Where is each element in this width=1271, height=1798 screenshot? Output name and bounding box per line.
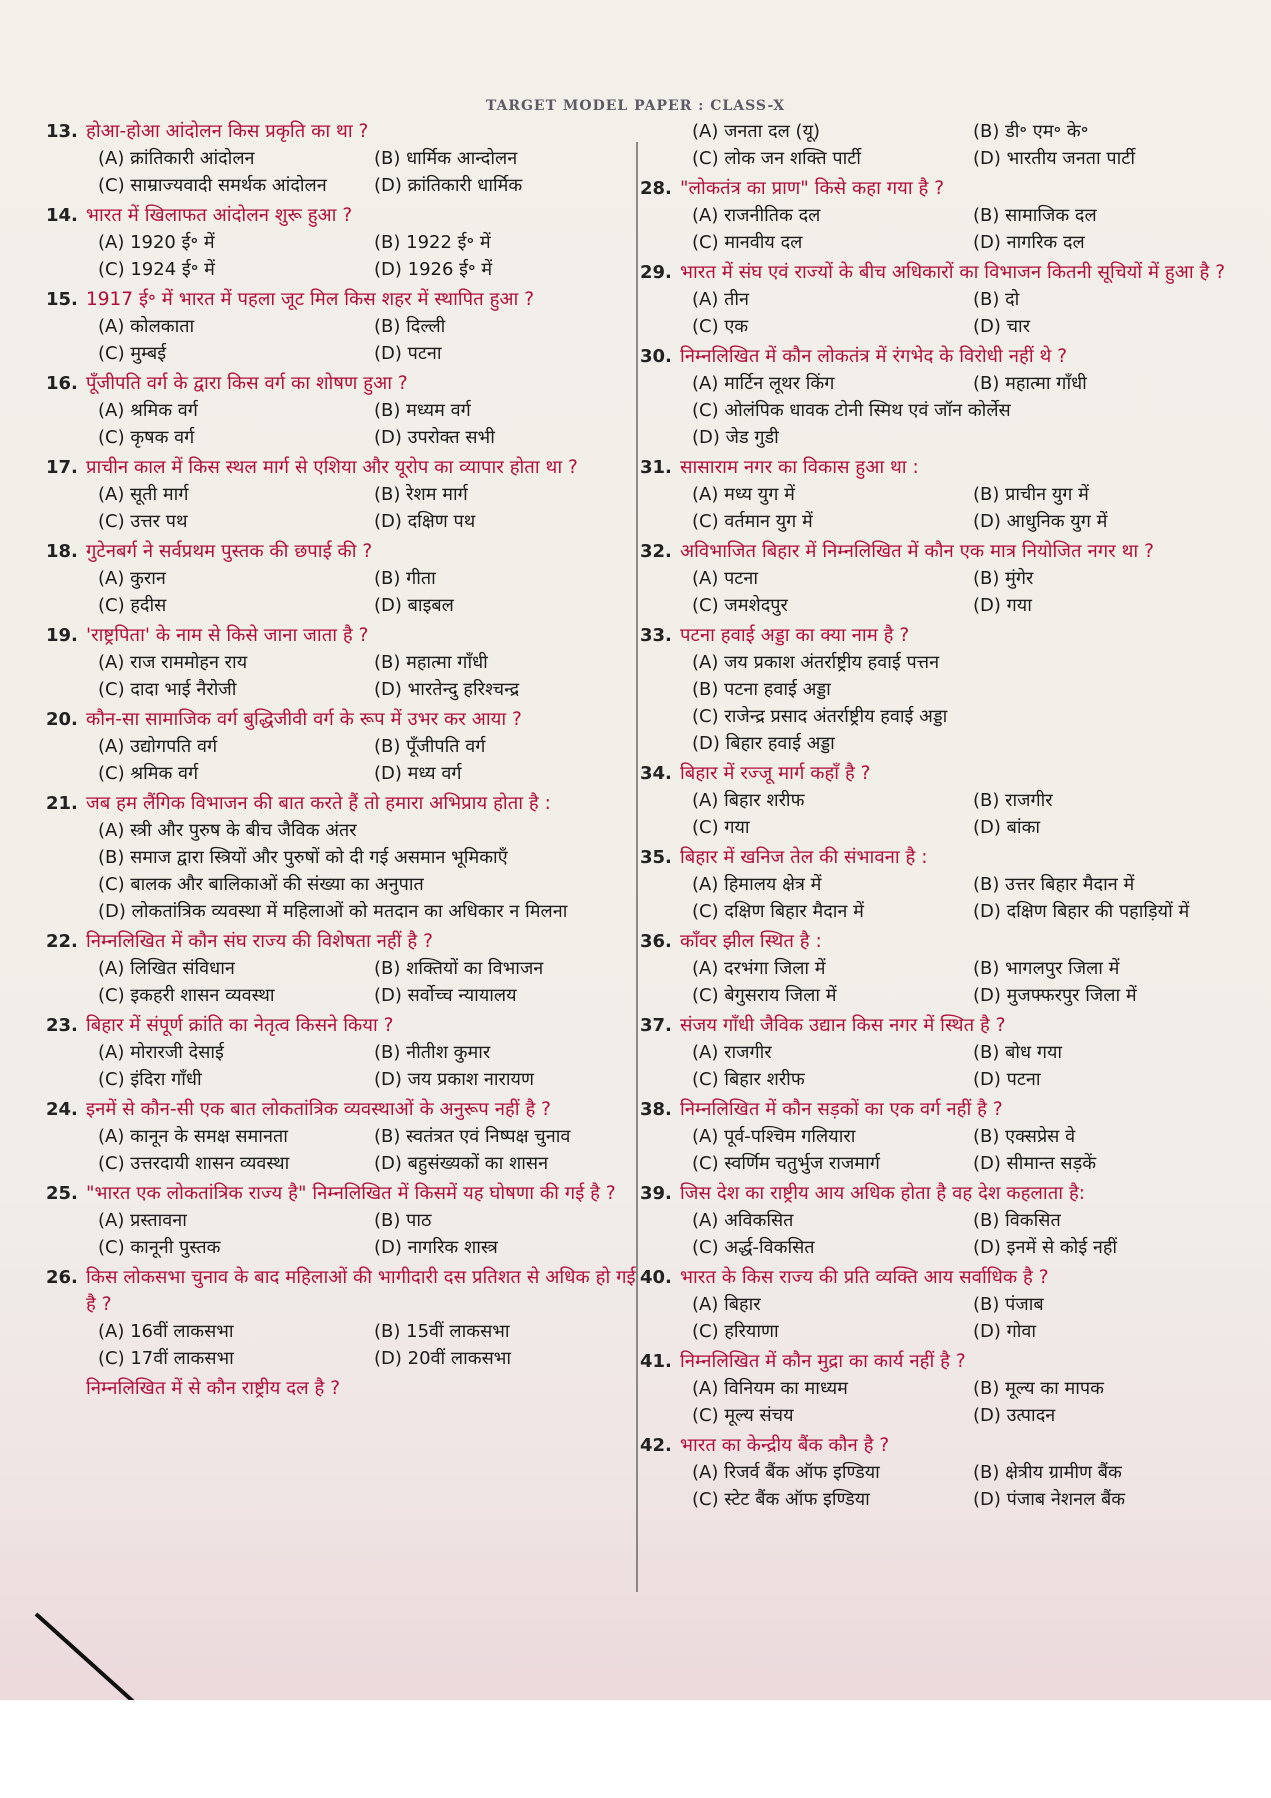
question-number: 31. bbox=[640, 457, 672, 478]
question-block bbox=[46, 790, 636, 925]
question-text: पूँजीपति वर्ग के द्वारा किस वर्ग का शोषण हुआ ? bbox=[86, 373, 408, 394]
question-line bbox=[640, 1180, 1240, 1207]
option: (C) 17वीं लाकसभा bbox=[98, 1348, 234, 1369]
question-number: 19. bbox=[46, 625, 78, 646]
question-line bbox=[46, 454, 636, 481]
question-text: 1917 ई॰ में भारत में पहला जूट मिल किस शहर में स्थापित हुआ ? bbox=[86, 289, 535, 310]
options-grid bbox=[98, 1123, 636, 1177]
question-text: सासाराम नगर का विकास हुआ था : bbox=[680, 457, 919, 478]
option: (C) कानूनी पुस्तक bbox=[98, 1237, 221, 1258]
option: (C) मानवीय दल bbox=[692, 232, 803, 253]
question-number: 32. bbox=[640, 541, 672, 562]
question-line bbox=[46, 118, 636, 145]
option: (A) लिखित संविधान bbox=[98, 958, 235, 979]
option: (A) 16वीं लाकसभा bbox=[98, 1321, 234, 1342]
option: (D) क्रांतिकारी धार्मिक bbox=[374, 175, 523, 196]
option: (D) 1926 ई॰ में bbox=[374, 259, 493, 280]
option: (B) प्राचीन युग में bbox=[973, 484, 1089, 505]
option: (A) बिहार शरीफ bbox=[692, 790, 805, 811]
question-text: जब हम लैंगिक विभाजन की बात करते हैं तो हमारा अभिप्राय होता है : bbox=[86, 793, 551, 814]
option: (D) पटना bbox=[973, 1069, 1041, 1090]
options-grid bbox=[98, 955, 636, 1009]
question-number bbox=[46, 1375, 86, 1402]
question-text: बिहार में खनिज तेल की संभावना है : bbox=[680, 847, 928, 868]
option: (D) पंजाब नेशनल बैंक bbox=[973, 1489, 1126, 1510]
question-line bbox=[640, 1348, 1240, 1375]
option: (D) भारतेन्दु हरिश्चन्द्र bbox=[374, 679, 520, 700]
option: (A) तीन bbox=[692, 289, 749, 310]
question-text: इनमें से कौन-सी एक बात लोकतांत्रिक व्यवस्थाओं के अनुरूप नहीं है ? bbox=[86, 1099, 551, 1120]
options-grid bbox=[692, 1375, 1240, 1429]
question-line bbox=[46, 1096, 636, 1123]
option: (C) ओलंपिक धावक टोनी स्मिथ एवं जॉन कोर्लेस bbox=[692, 400, 1011, 421]
options-grid bbox=[692, 370, 1240, 451]
option: (A) हिमालय क्षेत्र में bbox=[692, 874, 822, 895]
question-text: भारत का केन्द्रीय बैंक कौन है ? bbox=[680, 1435, 890, 1456]
left-column bbox=[46, 118, 636, 1405]
option: (C) बालक और बालिकाओं की संख्या का अनुपात bbox=[98, 874, 424, 895]
option: (D) बहुसंख्यकों का शासन bbox=[374, 1153, 549, 1174]
question-line bbox=[640, 760, 1240, 787]
option: (C) इकहरी शासन व्यवस्था bbox=[98, 985, 275, 1006]
option: (A) राज राममोहन राय bbox=[98, 652, 248, 673]
options-grid bbox=[98, 481, 636, 535]
question-line bbox=[46, 790, 636, 817]
option: (B) एक्सप्रेस वे bbox=[973, 1126, 1076, 1147]
question-number: 38. bbox=[640, 1099, 672, 1120]
question-text: भारत में संघ एवं राज्यों के बीच अधिकारों का विभाजन कितनी सूचियों में हुआ है ? bbox=[680, 262, 1226, 283]
options-grid bbox=[692, 1207, 1240, 1261]
question-line bbox=[640, 175, 1240, 202]
options-grid bbox=[692, 565, 1240, 619]
question-text: निम्नलिखित में कौन लोकतंत्र में रंगभेद के विरोधी नहीं थे ? bbox=[680, 346, 1068, 367]
option: (B) धार्मिक आन्दोलन bbox=[374, 148, 518, 169]
options-grid bbox=[98, 733, 636, 787]
question-block bbox=[640, 844, 1240, 925]
question-number: 21. bbox=[46, 793, 78, 814]
option: (B) महात्मा गाँधी bbox=[374, 652, 488, 673]
option: (C) श्रमिक वर्ग bbox=[98, 763, 199, 784]
option: (B) रेशम मार्ग bbox=[374, 484, 468, 505]
options-grid bbox=[98, 1207, 636, 1261]
option: (A) पटना bbox=[692, 568, 759, 589]
question-number: 24. bbox=[46, 1099, 78, 1120]
options-grid bbox=[692, 481, 1240, 535]
question-block bbox=[640, 1180, 1240, 1261]
question-text: पटना हवाई अड्डा का क्या नाम है ? bbox=[680, 625, 910, 646]
option: (B) भागलपुर जिला में bbox=[973, 958, 1120, 979]
option: (C) स्वर्णिम चतुर्भुज राजमार्ग bbox=[692, 1153, 880, 1174]
question-line bbox=[46, 286, 636, 313]
question-block bbox=[640, 760, 1240, 841]
question-number: 41. bbox=[640, 1351, 672, 1372]
question-line bbox=[46, 928, 636, 955]
question-line bbox=[46, 706, 636, 733]
options-grid bbox=[692, 649, 1240, 757]
option: (B) पूँजीपति वर्ग bbox=[374, 736, 486, 757]
question-number: 26. bbox=[46, 1267, 78, 1288]
option: (B) मध्यम वर्ग bbox=[374, 400, 471, 421]
option: (D) बाइबल bbox=[374, 595, 454, 616]
question-block bbox=[640, 1264, 1240, 1345]
question-line bbox=[46, 538, 636, 565]
question-text: बिहार में रज्जू मार्ग कहाँ है ? bbox=[680, 763, 871, 784]
option: (D) नागरिक दल bbox=[973, 232, 1085, 253]
question-block-partial bbox=[46, 1375, 636, 1402]
question-text: भारत के किस राज्य की प्रति व्यक्ति आय सर्वाधिक है ? bbox=[680, 1267, 1049, 1288]
options-grid bbox=[98, 1039, 636, 1093]
question-number: 40. bbox=[640, 1267, 672, 1288]
option: (D) सर्वोच्च न्यायालय bbox=[374, 985, 517, 1006]
pen-stroke-mark bbox=[35, 1613, 142, 1700]
question-number: 15. bbox=[46, 289, 78, 310]
option: (D) सीमान्त सड़कें bbox=[973, 1153, 1097, 1174]
options-grid bbox=[98, 145, 636, 199]
option: (C) उत्तरदायी शासन व्यवस्था bbox=[98, 1153, 290, 1174]
option: (D) लोकतांत्रिक व्यवस्था में महिलाओं को मतदान का अधिकार न मिलना bbox=[98, 901, 568, 922]
options-grid bbox=[692, 787, 1240, 841]
option: (C) कृषक वर्ग bbox=[98, 427, 195, 448]
question-text: "लोकतंत्र का प्राण" किसे कहा गया है ? bbox=[680, 178, 945, 199]
question-text: संजय गाँधी जैविक उद्यान किस नगर में स्थित है ? bbox=[680, 1015, 1006, 1036]
option: (C) राजेन्द्र प्रसाद अंतर्राष्ट्रीय हवाई अड्डा bbox=[692, 706, 948, 727]
options-grid bbox=[98, 1318, 636, 1372]
option: (D) बिहार हवाई अड्डा bbox=[692, 733, 835, 754]
option: (A) मोरारजी देसाई bbox=[98, 1042, 224, 1063]
option: (B) पंजाब bbox=[973, 1294, 1044, 1315]
question-line bbox=[46, 1264, 636, 1318]
question-number: 18. bbox=[46, 541, 78, 562]
option: (A) अविकसित bbox=[692, 1210, 794, 1231]
question-number: 14. bbox=[46, 205, 78, 226]
option: (B) राजगीर bbox=[973, 790, 1053, 811]
option: (A) रिजर्व बैंक ऑफ इण्डिया bbox=[692, 1462, 880, 1483]
option: (C) हदीस bbox=[98, 595, 167, 616]
option: (D) इनमें से कोई नहीं bbox=[973, 1237, 1118, 1258]
question-text: होआ-होआ आंदोलन किस प्रकृति का था ? bbox=[86, 121, 369, 142]
question-number: 35. bbox=[640, 847, 672, 868]
question-number: 30. bbox=[640, 346, 672, 367]
question-line bbox=[640, 454, 1240, 481]
option: (C) अर्द्ध-विकसित bbox=[692, 1237, 815, 1258]
question-line bbox=[46, 1375, 636, 1402]
question-text: जिस देश का राष्ट्रीय आय अधिक होता है वह देश कहलाता है: bbox=[680, 1183, 1085, 1204]
option: (A) प्रस्तावना bbox=[98, 1210, 187, 1231]
option: (C) मुम्बई bbox=[98, 343, 167, 364]
option: (B) सामाजिक दल bbox=[973, 205, 1097, 226]
question-line bbox=[46, 370, 636, 397]
question-text: भारत में खिलाफत आंदोलन शुरू हुआ ? bbox=[86, 205, 353, 226]
option: (A) कुरान bbox=[98, 568, 166, 589]
q27-options-continued bbox=[692, 118, 1240, 172]
question-block bbox=[640, 343, 1240, 451]
question-line bbox=[46, 622, 636, 649]
question-block bbox=[640, 259, 1240, 340]
question-block bbox=[640, 1432, 1240, 1513]
option: (C) दक्षिण बिहार मैदान में bbox=[692, 901, 864, 922]
right-column bbox=[640, 118, 1240, 1516]
option: (B) 15वीं लाकसभा bbox=[374, 1321, 510, 1342]
option: (A) राजगीर bbox=[692, 1042, 772, 1063]
options-grid bbox=[98, 313, 636, 367]
option: (D) दक्षिण पथ bbox=[374, 511, 476, 532]
question-text: कौन-सा सामाजिक वर्ग बुद्धिजीवी वर्ग के रूप में उभर कर आया ? bbox=[86, 709, 522, 730]
option: (B) विकसित bbox=[973, 1210, 1061, 1231]
option: (D) पटना bbox=[374, 343, 442, 364]
question-block bbox=[46, 706, 636, 787]
option: (A) जनता दल (यू) bbox=[692, 121, 821, 142]
question-number: 22. bbox=[46, 931, 78, 952]
options-grid bbox=[98, 397, 636, 451]
option: (C) हरियाणा bbox=[692, 1321, 779, 1342]
option: (B) मुंगेर bbox=[973, 568, 1034, 589]
question-line bbox=[640, 928, 1240, 955]
question-block bbox=[46, 1180, 636, 1261]
question-number: 33. bbox=[640, 625, 672, 646]
question-text: निम्नलिखित में कौन संघ राज्य की विशेषता नहीं है ? bbox=[86, 931, 433, 952]
question-block bbox=[640, 928, 1240, 1009]
question-text: निम्नलिखित में कौन सड़कों का एक वर्ग नहीं है ? bbox=[680, 1099, 1003, 1120]
question-number: 39. bbox=[640, 1183, 672, 1204]
option: (A) पूर्व-पश्चिम गलियारा bbox=[692, 1126, 856, 1147]
option: (A) कोलकाता bbox=[98, 316, 195, 337]
question-line bbox=[640, 343, 1240, 370]
question-line bbox=[640, 1012, 1240, 1039]
option: (C) गया bbox=[692, 817, 750, 838]
question-text: अविभाजित बिहार में निम्नलिखित में कौन एक मात्र नियोजित नगर था ? bbox=[680, 541, 1154, 562]
question-number: 13. bbox=[46, 121, 78, 142]
option: (C) लोक जन शक्ति पार्टी bbox=[692, 148, 861, 169]
question-line bbox=[46, 202, 636, 229]
question-text: बिहार में संपूर्ण क्रांति का नेतृत्व किसने किया ? bbox=[86, 1015, 394, 1036]
question-block bbox=[640, 1096, 1240, 1177]
option: (A) क्रांतिकारी आंदोलन bbox=[98, 148, 255, 169]
options-grid bbox=[692, 871, 1240, 925]
question-block bbox=[640, 454, 1240, 535]
question-line bbox=[640, 622, 1240, 649]
option: (C) 1924 ई॰ में bbox=[98, 259, 215, 280]
question-number: 25. bbox=[46, 1183, 78, 1204]
page-header: TARGET MODEL PAPER : CLASS-X bbox=[485, 98, 786, 114]
option: (B) मूल्य का मापक bbox=[973, 1378, 1104, 1399]
question-text: निम्नलिखित में कौन मुद्रा का कार्य नहीं है ? bbox=[680, 1351, 966, 1372]
question-number: 23. bbox=[46, 1015, 78, 1036]
option: (C) जमशेदपुर bbox=[692, 595, 788, 616]
question-line bbox=[640, 538, 1240, 565]
question-block bbox=[46, 1096, 636, 1177]
option: (B) पटना हवाई अड्डा bbox=[692, 679, 831, 700]
question-block bbox=[46, 454, 636, 535]
question-line bbox=[640, 1432, 1240, 1459]
option: (D) चार bbox=[973, 316, 1031, 337]
option: (D) दक्षिण बिहार की पहाड़ियों में bbox=[973, 901, 1190, 922]
option: (B) दिल्ली bbox=[374, 316, 446, 337]
option: (A) सूती मार्ग bbox=[98, 484, 189, 505]
question-text: किस लोकसभा चुनाव के बाद महिलाओं की भागीदारी दस प्रतिशत से अधिक हो गई है ? bbox=[86, 1267, 636, 1315]
question-number: 37. bbox=[640, 1015, 672, 1036]
question-line bbox=[640, 1096, 1240, 1123]
question-line bbox=[46, 1012, 636, 1039]
option: (B) महात्मा गाँधी bbox=[973, 373, 1087, 394]
question-text: "भारत एक लोकतांत्रिक राज्य है" निम्नलिखित में किसमें यह घोषणा की गई है ? bbox=[86, 1183, 616, 1204]
question-line bbox=[640, 259, 1240, 286]
option: (C) साम्राज्यवादी समर्थक आंदोलन bbox=[98, 175, 327, 196]
option: (D) मुजफ्फरपुर जिला में bbox=[973, 985, 1137, 1006]
option: (A) विनियम का माध्यम bbox=[692, 1378, 848, 1399]
question-block bbox=[46, 370, 636, 451]
question-text: 'राष्ट्रपिता' के नाम से किसे जाना जाता है ? bbox=[86, 625, 369, 646]
option: (B) उत्तर बिहार मैदान में bbox=[973, 874, 1135, 895]
option: (B) दो bbox=[973, 289, 1020, 310]
question-number: 20. bbox=[46, 709, 78, 730]
question-line bbox=[640, 844, 1240, 871]
options-grid bbox=[692, 1459, 1240, 1513]
question-block bbox=[640, 175, 1240, 256]
option: (A) 1920 ई॰ में bbox=[98, 232, 215, 253]
option: (D) आधुनिक युग में bbox=[973, 511, 1108, 532]
option: (D) गया bbox=[973, 595, 1032, 616]
options-grid bbox=[692, 202, 1240, 256]
option: (B) 1922 ई॰ में bbox=[374, 232, 491, 253]
option: (B) गीता bbox=[374, 568, 436, 589]
option: (D) उपरोक्त सभी bbox=[374, 427, 495, 448]
option: (B) नीतीश कुमार bbox=[374, 1042, 491, 1063]
question-line bbox=[46, 1180, 636, 1207]
question-text: काँवर झील स्थित है : bbox=[680, 931, 822, 952]
question-block bbox=[640, 622, 1240, 757]
options-grid bbox=[692, 1123, 1240, 1177]
option: (B) समाज द्वारा स्त्रियों और पुरुषों को दी गई असमान भूमिकाएँ bbox=[98, 847, 508, 868]
option: (C) मूल्य संचय bbox=[692, 1405, 794, 1426]
question-block bbox=[640, 1012, 1240, 1093]
question-block bbox=[46, 928, 636, 1009]
option: (A) श्रमिक वर्ग bbox=[98, 400, 198, 421]
option: (A) मध्य युग में bbox=[692, 484, 795, 505]
option: (C) एक bbox=[692, 316, 749, 337]
question-block bbox=[46, 538, 636, 619]
option: (C) स्टेट बैंक ऑफ इण्डिया bbox=[692, 1489, 870, 1510]
option: (D) 20वीं लाकसभा bbox=[374, 1348, 512, 1369]
question-block bbox=[46, 1012, 636, 1093]
question-number: 17. bbox=[46, 457, 78, 478]
question-text: प्राचीन काल में किस स्थल मार्ग से एशिया और यूरोप का व्यापार होता था ? bbox=[86, 457, 578, 478]
option: (B) डी॰ एम॰ के॰ bbox=[973, 121, 1089, 142]
question-block bbox=[640, 538, 1240, 619]
question-block bbox=[46, 622, 636, 703]
question-line bbox=[640, 1264, 1240, 1291]
question-number: 42. bbox=[640, 1435, 672, 1456]
option: (A) दरभंगा जिला में bbox=[692, 958, 826, 979]
option: (C) बिहार शरीफ bbox=[692, 1069, 805, 1090]
question-block bbox=[46, 286, 636, 367]
option: (A) बिहार bbox=[692, 1294, 761, 1315]
option: (A) जय प्रकाश अंतर्राष्ट्रीय हवाई पत्तन bbox=[692, 652, 940, 673]
option: (C) उत्तर पथ bbox=[98, 511, 188, 532]
question-number: 16. bbox=[46, 373, 78, 394]
option: (D) जय प्रकाश नारायण bbox=[374, 1069, 534, 1090]
options-grid bbox=[98, 649, 636, 703]
question-block bbox=[46, 118, 636, 199]
option: (D) जेड गुडी bbox=[692, 427, 779, 448]
options-grid bbox=[98, 817, 636, 925]
question-number: 28. bbox=[640, 178, 672, 199]
option: (B) शक्तियों का विभाजन bbox=[374, 958, 544, 979]
options-grid bbox=[692, 286, 1240, 340]
option: (D) गोवा bbox=[973, 1321, 1037, 1342]
option: (B) बोध गया bbox=[973, 1042, 1063, 1063]
option: (C) बेगुसराय जिला में bbox=[692, 985, 837, 1006]
question-number: 29. bbox=[640, 262, 672, 283]
question-number: 36. bbox=[640, 931, 672, 952]
option: (C) इंदिरा गाँधी bbox=[98, 1069, 202, 1090]
option: (A) राजनीतिक दल bbox=[692, 205, 821, 226]
options-grid bbox=[98, 229, 636, 283]
option: (D) बांका bbox=[973, 817, 1041, 838]
option: (A) उद्योगपति वर्ग bbox=[98, 736, 218, 757]
question-block bbox=[640, 1348, 1240, 1429]
options-grid bbox=[98, 565, 636, 619]
option: (D) नागरिक शास्त्र bbox=[374, 1237, 498, 1258]
option: (C) वर्तमान युग में bbox=[692, 511, 813, 532]
option: (B) क्षेत्रीय ग्रामीण बैंक bbox=[973, 1462, 1122, 1483]
question-number: 34. bbox=[640, 763, 672, 784]
option: (A) मार्टिन लूथर किंग bbox=[692, 373, 835, 394]
option: (B) पाठ bbox=[374, 1210, 432, 1231]
options-grid bbox=[692, 1291, 1240, 1345]
question-block bbox=[46, 1264, 636, 1372]
option: (A) स्त्री और पुरुष के बीच जैविक अंतर bbox=[98, 820, 357, 841]
question-block bbox=[46, 202, 636, 283]
option: (D) भारतीय जनता पार्टी bbox=[973, 148, 1135, 169]
option: (D) उत्पादन bbox=[973, 1405, 1056, 1426]
option: (A) कानून के समक्ष समानता bbox=[98, 1126, 288, 1147]
question-text: गुटेनबर्ग ने सर्वप्रथम पुस्तक की छपाई की ? bbox=[86, 541, 373, 562]
option: (C) दादा भाई नैरोजी bbox=[98, 679, 237, 700]
column-divider bbox=[636, 142, 638, 1592]
options-grid bbox=[692, 955, 1240, 1009]
option: (B) स्वतंत्रत एवं निष्पक्ष चुनाव bbox=[374, 1126, 571, 1147]
option: (D) मध्य वर्ग bbox=[374, 763, 462, 784]
options-grid bbox=[692, 1039, 1240, 1093]
question-text: निम्नलिखित में से कौन राष्ट्रीय दल है ? bbox=[86, 1378, 341, 1399]
